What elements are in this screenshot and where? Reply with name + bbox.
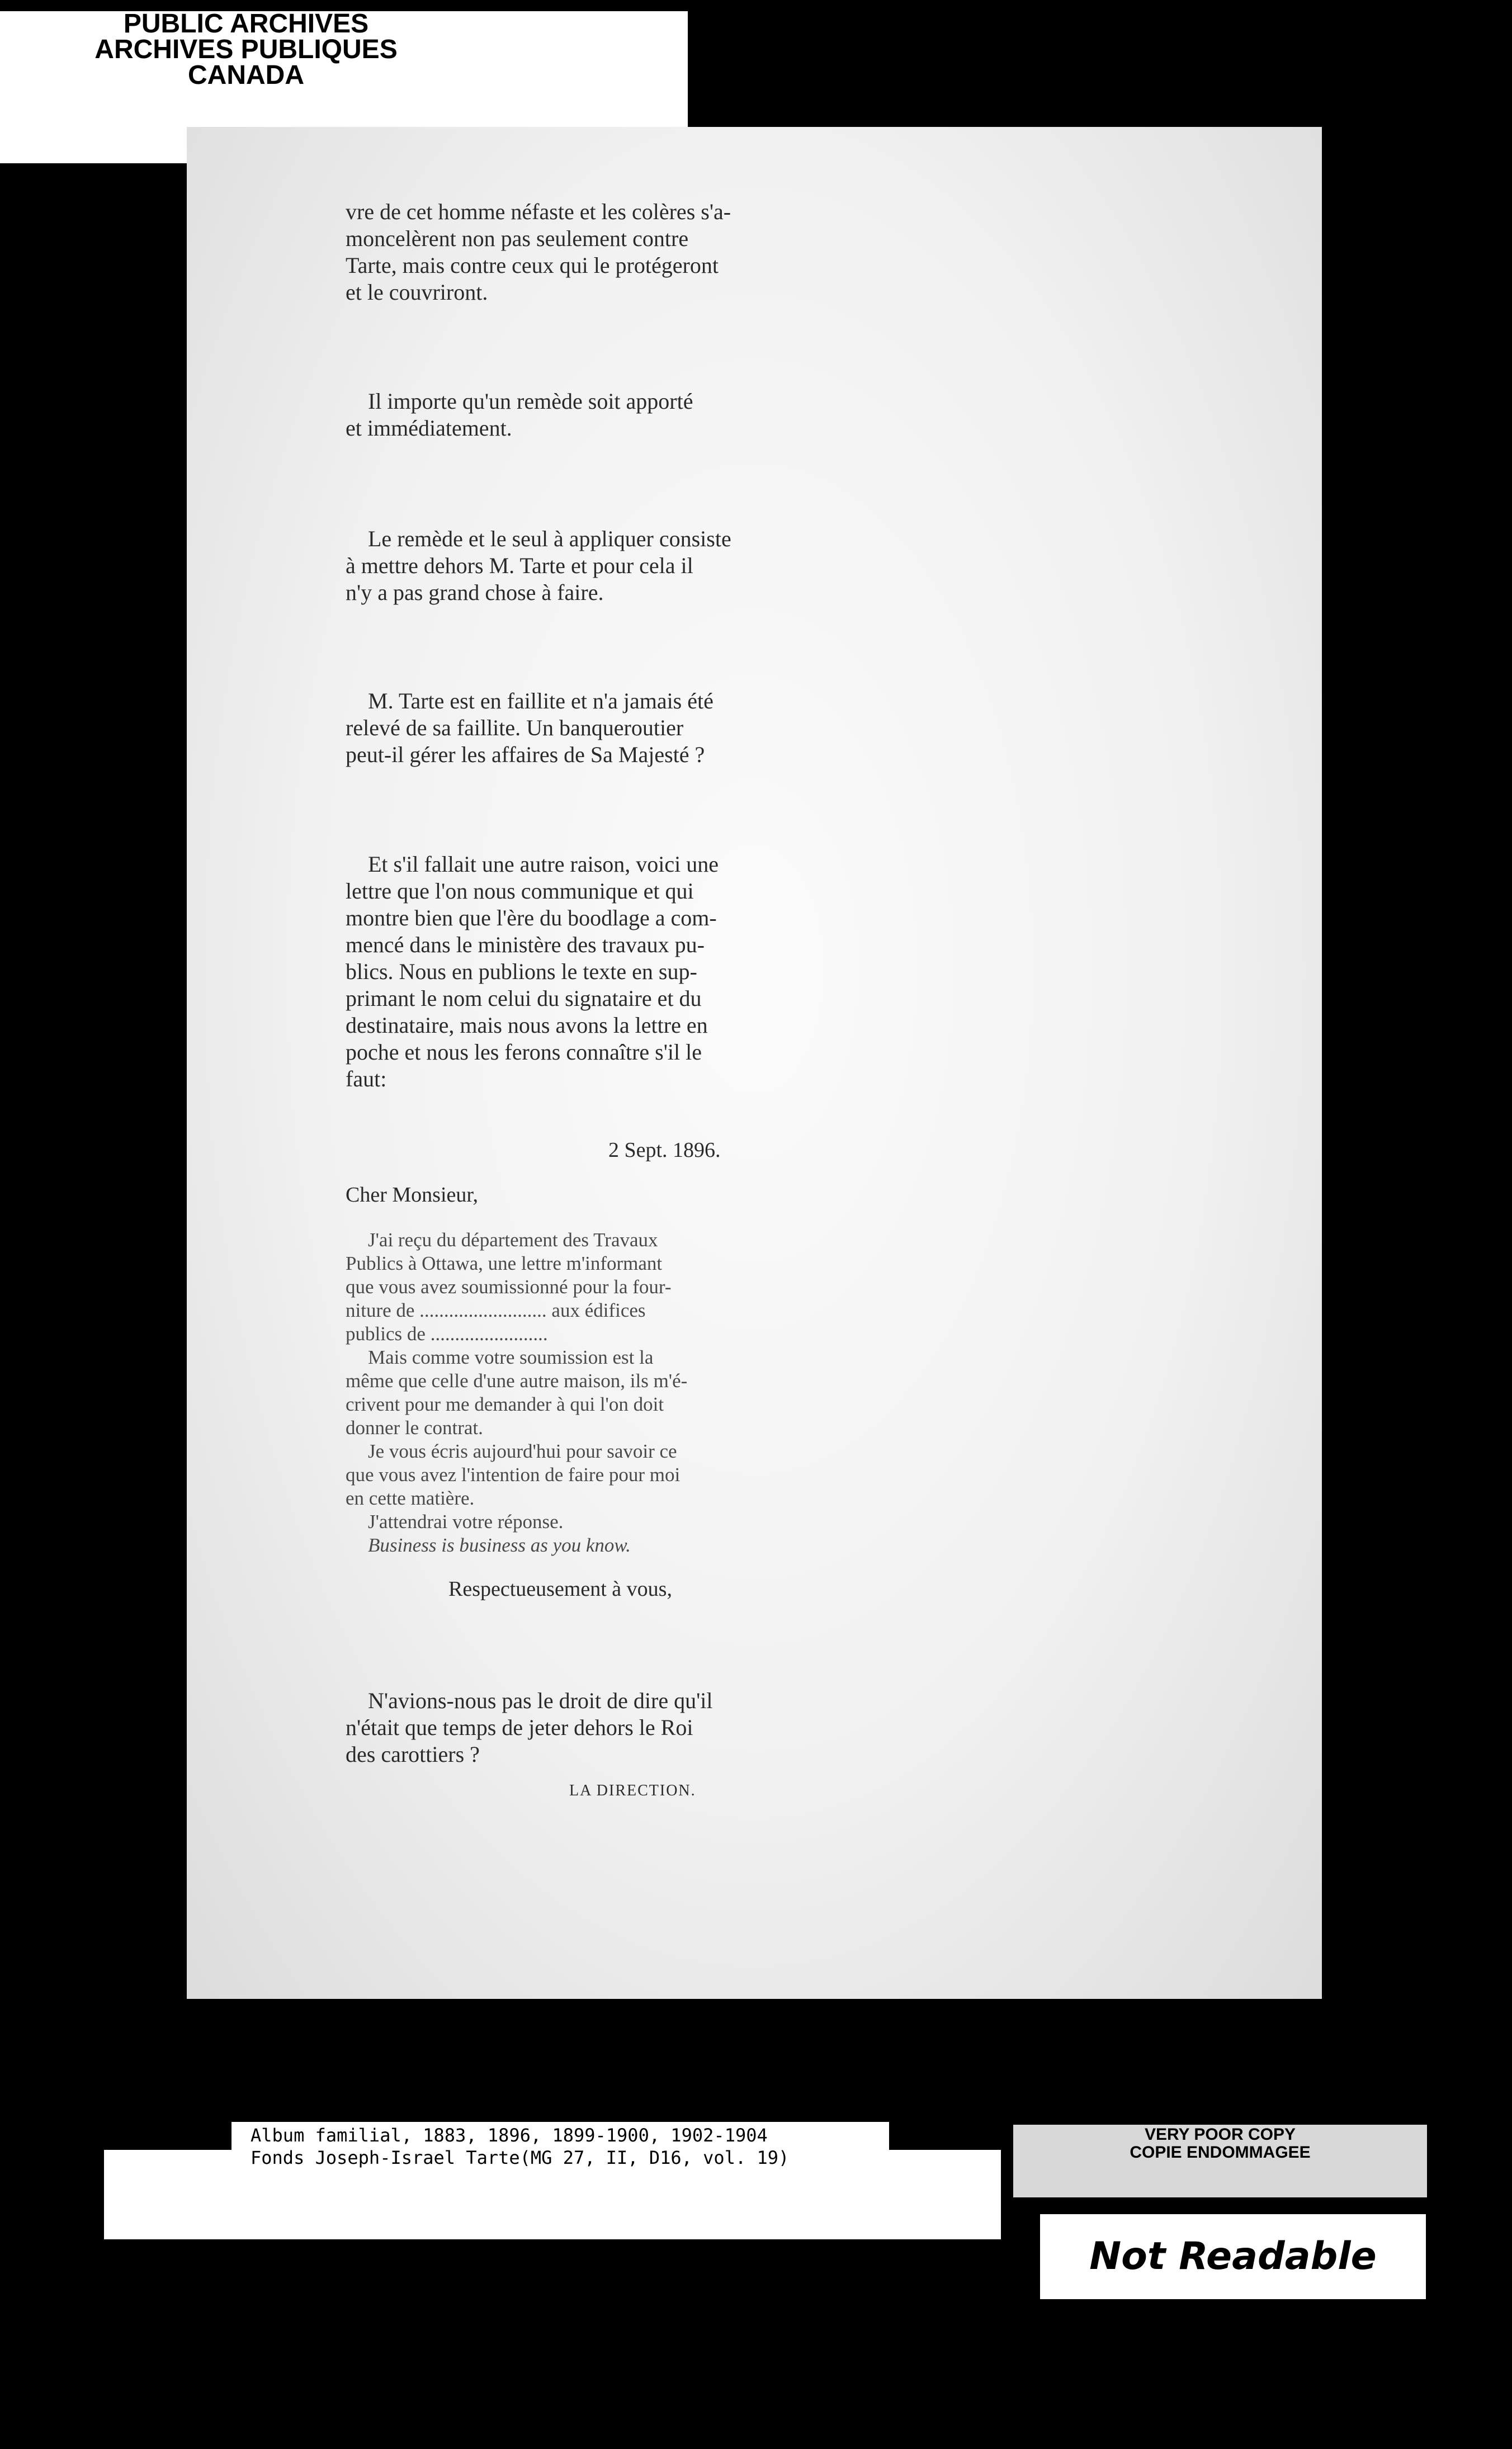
letter-line: donner le contrat. (346, 1417, 483, 1439)
scanned-page (187, 127, 1322, 1999)
text-line: Le remède et le seul à appliquer consiste (368, 526, 731, 551)
paragraph-2 (346, 388, 746, 442)
copy-condition-label (1013, 2125, 1427, 2197)
stamp-line-1: PUBLIC ARCHIVES (123, 9, 369, 39)
paragraph-3 (346, 526, 746, 606)
letter-line: niture de .......................... aux édifices (346, 1299, 646, 1321)
text-line: des carottiers ? (346, 1742, 480, 1767)
letter-line: que vous avez soumissionné pour la four- (346, 1276, 672, 1298)
text-line: mencé dans le ministère des travaux pu- (346, 932, 705, 957)
text-line: à mettre dehors M. Tarte et pour cela il (346, 553, 693, 578)
album-label-line-2: Fonds Joseph-Israel Tarte(MG 27, II, D16, vol. 19) (251, 2147, 790, 2168)
paragraph-1 (346, 198, 746, 306)
text-line: primant le nom celui du signataire et du (346, 986, 702, 1011)
letter-line: Publics à Ottawa, une lettre m'informant (346, 1252, 663, 1274)
text-line: moncelèrent non pas seulement contre (346, 226, 689, 251)
letter-italic-line: Business is business as you know. (368, 1534, 631, 1556)
text-line: et immédiatement. (346, 415, 512, 441)
letter-line: en cette matière. (346, 1487, 475, 1509)
text-line: relevé de sa faillite. Un banqueroutier (346, 715, 684, 740)
paragraph-5 (346, 851, 746, 1093)
text-line: n'y a pas grand chose à faire. (346, 580, 604, 605)
album-label (231, 2122, 889, 2171)
text-line: Tarte, mais contre ceux qui le protégeront (346, 253, 719, 278)
copy-condition-line-2: COPIE ENDOMMAGEE (1130, 2143, 1311, 2162)
letter-line: même que celle d'une autre maison, ils m'é- (346, 1370, 688, 1392)
text-line: poche et nous les ferons connaître s'il le faut: (346, 1039, 702, 1091)
stamp-line-2: ARCHIVES PUBLIQUES (94, 35, 398, 64)
album-label-line-1: Album familial, 1883, 1896, 1899-1900, 1902-1904 (251, 2125, 768, 2146)
paragraph-6 (346, 1687, 746, 1768)
copy-condition-line-1: VERY POOR COPY (1144, 2125, 1296, 2144)
text-line: Il importe qu'un remède soit apporté (368, 389, 693, 414)
text-line: lettre que l'on nous communique et qui (346, 878, 694, 904)
letter-line: J'ai reçu du département des Travaux (368, 1229, 658, 1251)
text-line: n'était que temps de jeter dehors le Roi (346, 1715, 693, 1740)
text-line: Et s'il fallait une autre raison, voici une (368, 852, 719, 877)
text-line: N'avions-nous pas le droit de dire qu'il (368, 1688, 713, 1713)
stamp-line-3: CANADA (188, 60, 304, 90)
letter-line: Mais comme votre soumission est la (368, 1346, 654, 1368)
letter-line: crivent pour me demander à qui l'on doit (346, 1393, 664, 1415)
text-line: peut-il gérer les affaires de Sa Majesté ? (346, 742, 705, 767)
letter-greeting: Cher Monsieur, (346, 1183, 478, 1207)
text-line: blics. Nous en publions le texte en sup- (346, 959, 697, 984)
text-line: M. Tarte est en faillite et n'a jamais été (368, 688, 714, 713)
not-readable-label: Not Readable (1040, 2214, 1426, 2299)
paragraph-4 (346, 688, 746, 768)
letter-date: 2 Sept. 1896. (608, 1138, 721, 1162)
letter-line: publics de ........................ (346, 1323, 548, 1345)
signature: LA DIRECTION. (569, 1782, 696, 1799)
text-line: et le couvriront. (346, 280, 488, 305)
text-line: montre bien que l'ère du boodlage a com- (346, 905, 717, 930)
letter-line: J'attendrai votre réponse. (368, 1511, 564, 1533)
letter-line: que vous avez l'intention de faire pour moi (346, 1464, 681, 1486)
letter-closing: Respectueusement à vous, (448, 1577, 672, 1601)
letter-line: Je vous écris aujourd'hui pour savoir ce (368, 1440, 677, 1462)
text-line: destinataire, mais nous avons la lettre en (346, 1013, 708, 1038)
letter-body (346, 1228, 748, 1557)
text-line: vre de cet homme néfaste et les colères s'a- (346, 199, 731, 224)
